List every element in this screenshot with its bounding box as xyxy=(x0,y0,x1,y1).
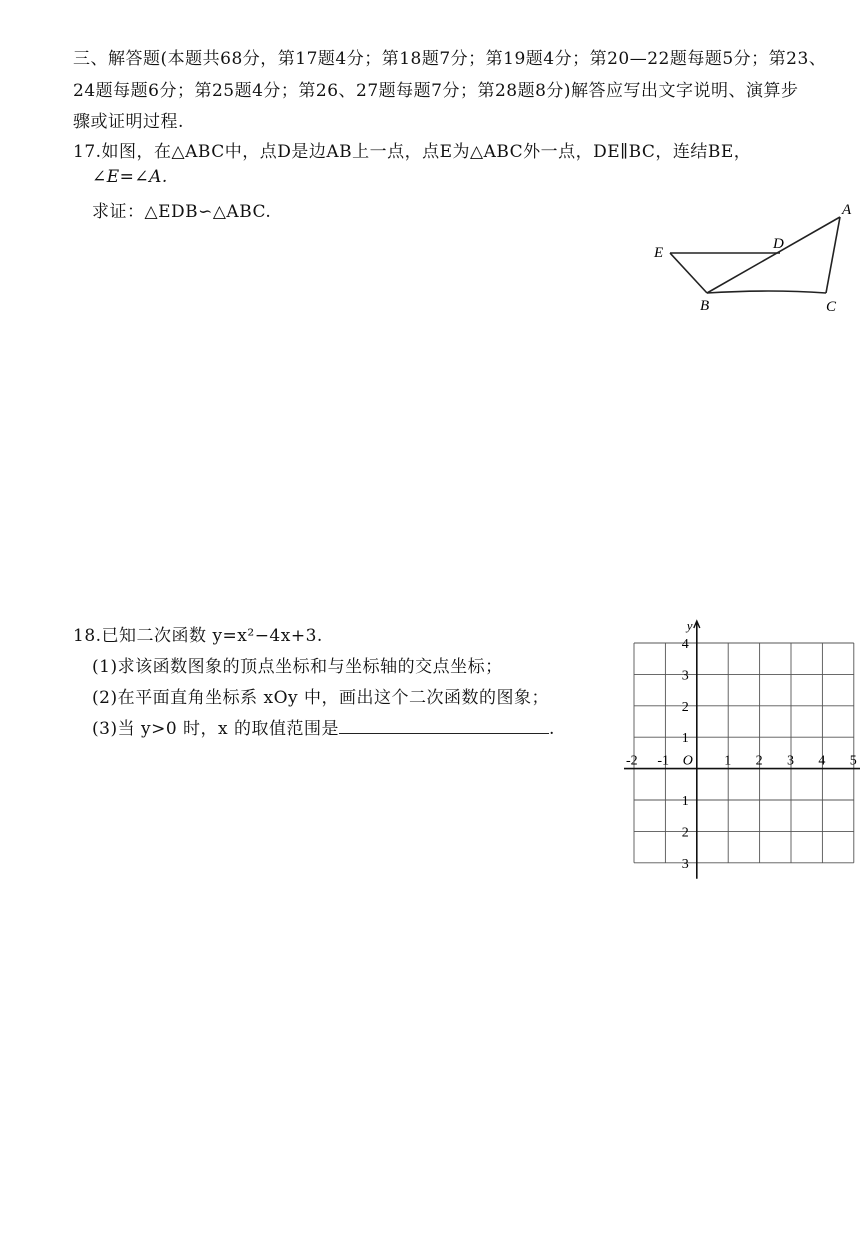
y-tick-label: 2 xyxy=(681,699,689,715)
x-tick-label: 2 xyxy=(755,753,763,769)
x-tick-label: 1 xyxy=(724,753,732,769)
label-a: A xyxy=(842,202,852,218)
segment-eb xyxy=(670,253,707,293)
label-b: B xyxy=(700,298,710,314)
answer-blank[interactable] xyxy=(339,719,549,734)
segment-bc xyxy=(707,291,826,293)
y-tick-label: 1 xyxy=(681,731,689,747)
q17-statement-line-1: 17.如图，在△ABC中，点D是边AB上一点，点E为△ABC外一点，DE∥BC，连结BE， xyxy=(73,142,752,162)
x-tick-label: 4 xyxy=(818,753,826,769)
q17-statement-line-2: ∠E=∠A. xyxy=(92,167,168,187)
q18-part-3 xyxy=(92,714,555,739)
x-tick-label: -2 xyxy=(626,753,638,769)
section-header-line-1: 三、解答题(本题共68分，第17题4分；第18题7分；第19题4分；第20—22题每题5分；第23、 xyxy=(73,49,827,69)
coordinate-grid xyxy=(620,618,860,886)
q18-part-2: (2)在平面直角坐标系 xOy 中，画出这个二次函数的图象； xyxy=(92,688,550,708)
origin-label: O xyxy=(682,753,693,769)
q18-part-3-period: . xyxy=(549,719,555,739)
section-header-line-3: 骤或证明过程. xyxy=(73,112,184,132)
y-axis-label: y xyxy=(686,618,693,633)
label-e: E xyxy=(654,245,664,261)
q18-part-3-prompt: (3)当 y>0 时，x 的取值范围是 xyxy=(92,719,340,739)
x-tick-label: 5 xyxy=(849,753,857,769)
q18-function-statement: 18.已知二次函数 y=x²−4x+3. xyxy=(73,626,323,646)
segment-ac xyxy=(826,217,840,293)
segment-ab xyxy=(707,217,840,293)
section-header-line-2: 24题每题6分；第25题4分；第26、27题每题7分；第28题8分)解答应写出文字说明、演算步 xyxy=(73,81,799,101)
q17-prove-statement: 求证：△EDB∽△ABC. xyxy=(92,202,272,222)
y-tick-label: 2 xyxy=(681,825,689,841)
y-tick-label: 4 xyxy=(681,637,689,652)
y-tick-label: 3 xyxy=(681,668,689,684)
x-tick-label: -1 xyxy=(657,753,670,769)
x-tick-label: 3 xyxy=(787,753,794,769)
q17-triangle-figure xyxy=(640,195,855,320)
label-d: D xyxy=(773,236,784,252)
q18-part-1: (1)求该函数图象的顶点坐标和与坐标轴的交点坐标； xyxy=(92,657,503,677)
label-c: C xyxy=(826,299,837,315)
y-tick-label: 1 xyxy=(681,794,689,809)
y-tick-label: 3 xyxy=(681,856,689,872)
